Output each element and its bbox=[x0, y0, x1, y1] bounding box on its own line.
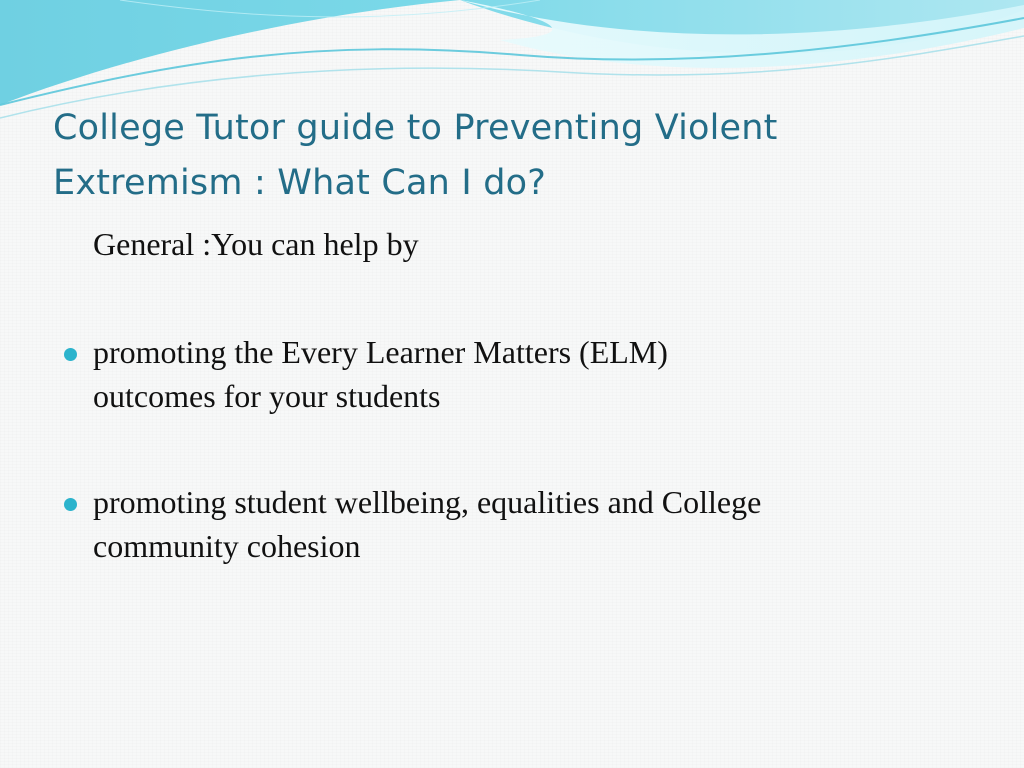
bullet-text bbox=[93, 480, 933, 568]
intro-text: General :You can help by bbox=[93, 226, 419, 262]
bullet-line: promoting the Every Learner Matters (ELM) bbox=[93, 334, 668, 370]
bullet-text bbox=[93, 330, 933, 418]
bullet-icon bbox=[64, 498, 77, 511]
bullet-item-student-wellbeing bbox=[60, 480, 960, 568]
slide-title: College Tutor guide to Preventing Violent Extremism : What Can I do? bbox=[53, 108, 778, 203]
bullet-line: community cohesion bbox=[93, 528, 361, 564]
bullet-line: promoting student wellbeing, equalities and College bbox=[93, 484, 762, 520]
bullet-item-elm-outcomes bbox=[60, 330, 960, 418]
bullet-line: outcomes for your students bbox=[93, 378, 441, 414]
bullet-icon bbox=[64, 348, 77, 361]
